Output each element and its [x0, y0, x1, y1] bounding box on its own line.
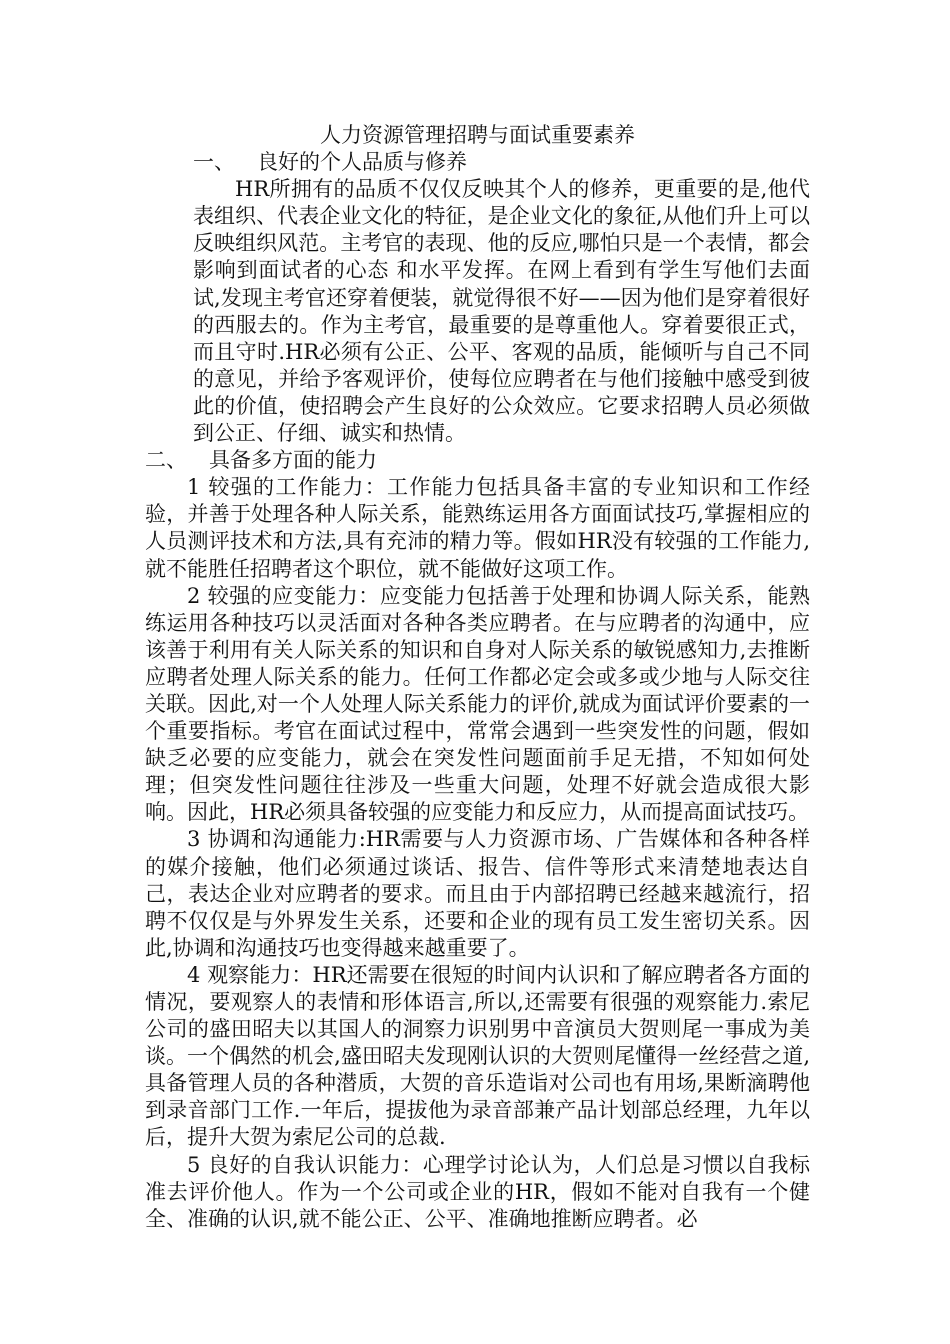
paragraph-adaptability: 2 较强的应变能力：应变能力包括善于处理和协调人际关系，能熟练运用各种技巧以灵活面对各种各类应聘者。在与应聘者的沟通中，应该善于利用有关人际关系的知识和自身对人际关系的敏锐感知力,去推断应聘者处理人际关系的能力。任何工作都必定会或多或少地与人际交往关联。因此,对一个人处理人际关系能力的评价,就成为面试评价要素的一个重要指标。考官在面试过程中，常常会遇到一些突发性的问题，假如缺乏必要的应变能力，就会在突发性问题面前手足无措，不知如何处理；但突发性问题往往涉及一些重大问题，处理不好就会造成很大影响。因此，HR必须具备较强的应变能力和反应力，从而提高面试技巧。 — [145, 583, 810, 825]
paragraph-observation: 4 观察能力：HR还需要在很短的时间内认识和了解应聘者各方面的情况，要观察人的表情和形体语言,所以,还需要有很强的观察能力.索尼公司的盛田昭夫以其国人的洞察力识别男中音演员大贺则尾一事成为美谈。一个偶然的机会,盛田昭夫发现刚认识的大贺则尾懂得一丝经营之道,具备管理人员的各种潜质，大贺的音乐造诣对公司也有用场,果断滴聘他到录音部门工作.一年后，提拔他为录音部兼产品计划部总经理，九年以后，提升大贺为索尼公司的总裁. — [145, 962, 810, 1150]
document-title: 人力资源管理招聘与面试重要素养 — [320, 123, 635, 147]
section-1-paragraph: HR所拥有的品质不仅仅反映其个人的修养，更重要的是,他代表组织、代表企业文化的特征，是企业文化的象征,从他们升上可以反映组织风范。主考官的表现、他的反应,哪怕只是一个表情，都会影响到面试者的心态 和水平发挥。在网上看到有学生写他们去面试,发现主考官还穿着便装，就觉得很不好——因为他们是穿着很好的西服去的。作为主考官，最重要的是尊重他人。穿着要很正式，而且守时.HR必须有公正、公平、客观的品质，能倾听与自己不同的意见，并给予客观评价，使每位应聘者在与他们接触中感受到彼此的价值，使招聘会产生良好的公众效应。它要求招聘人员必须做到公正、仔细、诚实和热情。 — [193, 177, 810, 446]
document-body — [145, 122, 810, 1233]
section-2-heading-text: 具备多方面的能力 — [209, 448, 377, 473]
section-1-number: 一、 — [193, 150, 235, 175]
section-1-heading-text: 良好的个人品质与修养 — [257, 150, 467, 175]
paragraph-self-awareness: 5 良好的自我认识能力：心理学讨论认为，人们总是习惯以自我标准去评价他人。作为一个公司或企业的HR，假如不能对自我有一个健全、准确的认识,就不能公正、公平、准确地推断应聘者。必 — [145, 1152, 810, 1231]
paragraph-work-ability: 1 较强的工作能力：工作能力包括具备丰富的专业知识和工作经验，并善于处理各种人际关系，能熟练运用各方面面试技巧,掌握相应的人员测评技术和方法,具有充沛的精力等。假如HR没有较强的工作能力,就不能胜任招聘者这个职位，就不能做好这项工作。 — [145, 475, 810, 581]
section-1-heading — [145, 149, 810, 176]
paragraph-coordination: 3 协调和沟通能力:HR需要与人力资源市场、广告媒体和各种各样的媒介接触，他们必须通过谈话、报告、信件等形式来清楚地表达自己，表达企业对应聘者的要求。而且由于内部招聘已经越来越流行，招聘不仅仅是与外界发生关系，还要和企业的现有员工发生密切关系。因此,协调和沟通技巧也变得越来越重要了。 — [145, 827, 810, 960]
section-2-number: 二、 — [145, 448, 187, 473]
section-2-heading — [145, 447, 810, 474]
